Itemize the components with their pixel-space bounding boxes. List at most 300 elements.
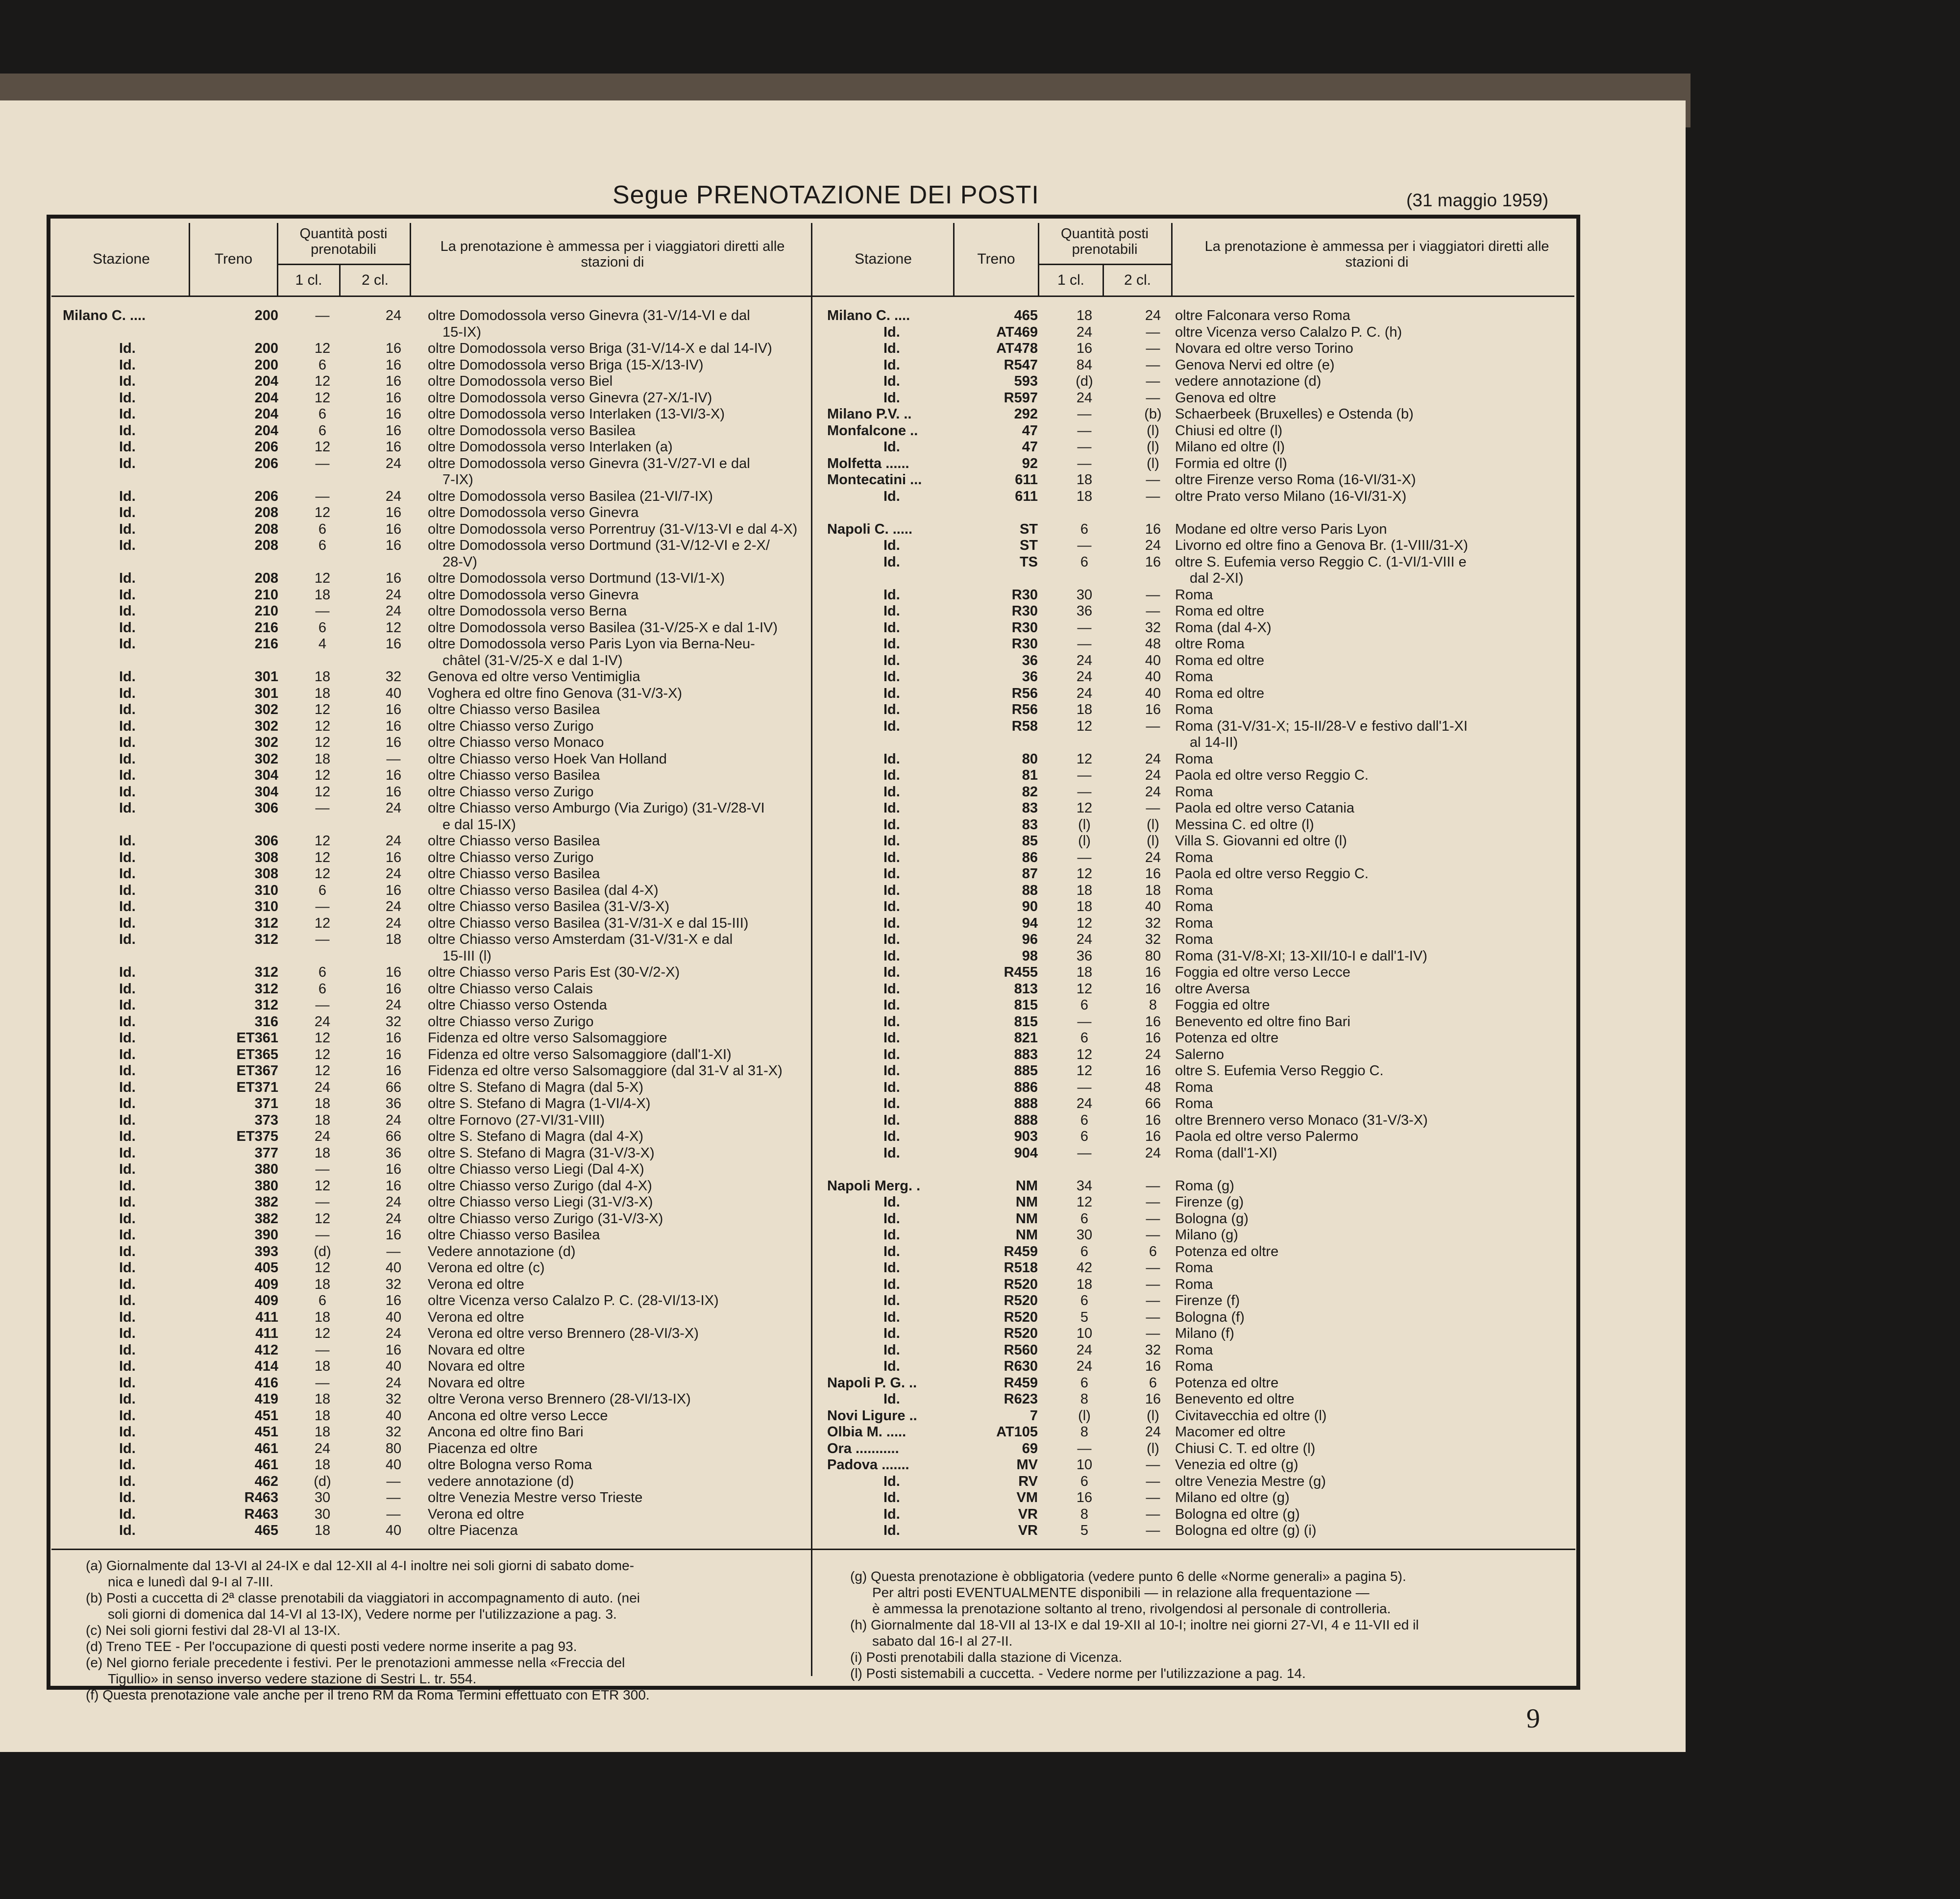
station-cell: Id. bbox=[883, 1276, 900, 1292]
class1-cell: 6 bbox=[1080, 1129, 1089, 1144]
train-cell: 414 bbox=[254, 1358, 278, 1374]
destination-cell: Modane ed oltre verso Paris Lyon bbox=[1175, 521, 1387, 537]
class1-cell: 18 bbox=[314, 669, 331, 685]
station-cell: Id. bbox=[883, 784, 900, 800]
train-cell: 813 bbox=[1014, 981, 1038, 997]
destination-cell: Verona ed oltre bbox=[428, 1276, 524, 1292]
class2-cell: — bbox=[1146, 1309, 1160, 1325]
station-cell: Id. bbox=[119, 505, 136, 520]
station-cell: Montecatini ... bbox=[827, 472, 922, 488]
class2-cell: 16 bbox=[385, 505, 402, 520]
station-cell: Id. bbox=[883, 751, 900, 767]
destination-cell: oltre S. Stefano di Magra (dal 5-X) bbox=[428, 1079, 644, 1095]
destination-cell: oltre Chiasso verso Hoek Van Holland bbox=[428, 751, 667, 767]
station-cell: Id. bbox=[883, 1063, 900, 1079]
class1-cell: 6 bbox=[318, 521, 327, 537]
station-cell: Id. bbox=[119, 1375, 136, 1391]
train-cell: 206 bbox=[254, 488, 278, 504]
class1-cell: 12 bbox=[1076, 718, 1093, 734]
qty-rule-left bbox=[277, 264, 410, 265]
class2-cell: (l) bbox=[1147, 455, 1159, 471]
class2-cell: (l) bbox=[1147, 816, 1159, 833]
destination-cell: oltre Brennero verso Monaco (31-V/3-X) bbox=[1175, 1112, 1428, 1128]
station-cell: Id. bbox=[883, 1079, 900, 1095]
class2-cell: 40 bbox=[1145, 685, 1161, 701]
train-cell: 308 bbox=[254, 849, 278, 865]
class2-cell: — bbox=[1146, 587, 1160, 603]
class2-cell: 24 bbox=[1145, 849, 1161, 865]
station-cell: Id. bbox=[883, 997, 900, 1013]
footnote-line: è ammessa la prenotazione soltanto al treno, rivolgendosi al personale di controlleria. bbox=[872, 1601, 1391, 1616]
destination-cell: Bologna ed oltre (g) (i) bbox=[1175, 1523, 1317, 1538]
class1-cell: 6 bbox=[318, 981, 327, 997]
class1-cell: 10 bbox=[1076, 1326, 1093, 1341]
class2-cell: 24 bbox=[1145, 1046, 1161, 1062]
train-cell: 216 bbox=[254, 636, 278, 652]
destination-cell: Novara ed oltre verso Torino bbox=[1175, 341, 1353, 356]
station-cell: Id. bbox=[119, 619, 136, 636]
destination-cell: Schaerbeek (Bruxelles) e Ostenda (b) bbox=[1175, 406, 1414, 422]
station-cell: Id. bbox=[119, 357, 136, 373]
class1-cell: 24 bbox=[314, 1079, 331, 1095]
train-cell: NM bbox=[1015, 1227, 1038, 1243]
destination-cell: Foggia ed oltre bbox=[1175, 997, 1270, 1013]
station-cell: Id. bbox=[883, 1506, 900, 1522]
train-cell: 461 bbox=[254, 1440, 278, 1456]
class1-cell: 12 bbox=[314, 1063, 331, 1079]
train-cell: 81 bbox=[1022, 767, 1038, 783]
station-cell: Id. bbox=[119, 849, 136, 865]
train-cell: 382 bbox=[254, 1210, 278, 1227]
class1-cell: 16 bbox=[1076, 341, 1093, 356]
class2-cell: — bbox=[1146, 324, 1160, 340]
station-cell: Id. bbox=[883, 636, 900, 652]
train-cell: 200 bbox=[254, 308, 278, 323]
destination-cell: oltre Chiasso verso Zurigo (31-V/3-X) bbox=[428, 1210, 663, 1227]
class1-cell: — bbox=[315, 488, 330, 504]
class1-cell: 12 bbox=[314, 1046, 331, 1062]
class1-cell: — bbox=[315, 1194, 330, 1210]
station-cell: Id. bbox=[883, 1490, 900, 1505]
class1-cell: — bbox=[1077, 406, 1092, 422]
class2-cell: — bbox=[386, 1490, 401, 1505]
destination-cell: Verona ed oltre bbox=[428, 1309, 524, 1325]
station-cell: Id. bbox=[119, 1440, 136, 1456]
class1-cell: 18 bbox=[314, 1391, 331, 1407]
train-cell: 611 bbox=[1015, 472, 1038, 488]
station-cell: Id. bbox=[119, 1342, 136, 1358]
class2-cell: 12 bbox=[385, 619, 402, 636]
station-cell: Id. bbox=[119, 587, 136, 603]
footnote-line: (h) Giornalmente dal 18-VII al 13-IX e dal 19-XII al 10-I; inoltre nei giorni 27-VI, 4 e 11-VII ed il bbox=[850, 1617, 1419, 1632]
page-title: Segue PRENOTAZIONE DEI POSTI bbox=[612, 181, 1039, 209]
station-cell: Id. bbox=[883, 964, 900, 980]
class1-cell: — bbox=[1077, 1013, 1092, 1030]
class1-cell: 4 bbox=[318, 636, 327, 652]
train-cell: 83 bbox=[1022, 800, 1038, 816]
station-cell: Id. bbox=[883, 1046, 900, 1062]
destination-cell: Roma bbox=[1175, 915, 1213, 931]
class1-cell: 18 bbox=[1076, 882, 1093, 898]
class2-cell: 16 bbox=[385, 406, 402, 422]
footnote-line: Per altri posti EVENTUALMENTE disponibili — in relazione alla frequentazione — bbox=[872, 1585, 1370, 1600]
train-cell: 312 bbox=[254, 915, 278, 931]
station-cell: Id. bbox=[883, 1293, 900, 1308]
train-cell: R463 bbox=[244, 1490, 278, 1505]
train-cell: R547 bbox=[1004, 357, 1038, 373]
station-cell: Id. bbox=[883, 948, 900, 964]
class1-cell: 12 bbox=[1076, 866, 1093, 882]
destination-cell: Paola ed oltre verso Catania bbox=[1175, 800, 1354, 816]
class2-cell: 66 bbox=[385, 1079, 402, 1095]
class1-cell: (d) bbox=[314, 1473, 331, 1489]
class1-cell: 6 bbox=[1080, 1112, 1089, 1128]
train-cell: ET361 bbox=[236, 1030, 278, 1046]
station-cell: Id. bbox=[119, 521, 136, 537]
class2-cell: 16 bbox=[1145, 1112, 1161, 1128]
class1-cell: 18 bbox=[1076, 488, 1093, 504]
class2-cell: 24 bbox=[1145, 751, 1161, 767]
destination-cell: oltre Domodossola verso Porrentruy (31-V/13-VI e dal 4-X) bbox=[428, 521, 798, 537]
class1-cell: 36 bbox=[1076, 948, 1093, 964]
class1-cell: — bbox=[1077, 455, 1092, 471]
station-cell: Id. bbox=[883, 1391, 900, 1407]
destination-cell: Piacenza ed oltre bbox=[428, 1440, 538, 1456]
station-cell: Id. bbox=[883, 587, 900, 603]
class2-cell: 40 bbox=[385, 1457, 402, 1473]
header-cl2-left: 2 cl. bbox=[361, 272, 389, 288]
class2-cell: 16 bbox=[1145, 554, 1161, 570]
divider-middle bbox=[811, 223, 812, 1676]
station-cell: Id. bbox=[119, 1473, 136, 1489]
train-cell: 206 bbox=[254, 439, 278, 455]
destination-cell: Ancona ed oltre fino Bari bbox=[428, 1424, 584, 1440]
class1-cell: (l) bbox=[1078, 1407, 1091, 1424]
station-cell: Id. bbox=[119, 439, 136, 455]
destination-cell: oltre Chiasso verso Basilea bbox=[428, 866, 600, 882]
train-cell: 208 bbox=[254, 570, 278, 586]
destination-cell: Bologna (f) bbox=[1175, 1309, 1245, 1325]
class2-cell: 16 bbox=[385, 981, 402, 997]
class2-cell: 40 bbox=[1145, 899, 1161, 914]
class1-cell: 12 bbox=[314, 505, 331, 520]
class2-cell: 16 bbox=[385, 422, 402, 439]
destination-cell: Potenza ed oltre bbox=[1175, 1030, 1279, 1046]
class1-cell: 12 bbox=[314, 866, 331, 882]
station-cell: Id. bbox=[883, 357, 900, 373]
station-cell: Id. bbox=[883, 669, 900, 685]
destination-cell: Roma bbox=[1175, 1096, 1213, 1111]
destination-cell: oltre Domodossola verso Ginevra (31-V/27-VI e dal bbox=[428, 455, 750, 471]
station-cell: Id. bbox=[119, 406, 136, 422]
station-cell: Id. bbox=[883, 1096, 900, 1111]
class2-cell: 16 bbox=[1145, 1030, 1161, 1046]
train-cell: 904 bbox=[1014, 1145, 1038, 1161]
train-cell: 412 bbox=[254, 1342, 278, 1358]
train-cell: 310 bbox=[254, 882, 278, 898]
destination-cell: oltre Chiasso verso Basilea bbox=[428, 767, 600, 783]
train-cell: R597 bbox=[1004, 390, 1038, 406]
class2-cell: 6 bbox=[1149, 1375, 1157, 1391]
class1-cell: — bbox=[315, 603, 330, 619]
footnote-line: nica e lunedì dal 9-I al 7-III. bbox=[108, 1574, 273, 1589]
station-cell: Id. bbox=[119, 751, 136, 767]
destination-cell: Milano ed oltre (l) bbox=[1175, 439, 1285, 455]
train-cell: 461 bbox=[254, 1457, 278, 1473]
class1-cell: — bbox=[1077, 1440, 1092, 1456]
class2-cell: — bbox=[1146, 1506, 1160, 1522]
footnote-line: (e) Nel giorno feriale precedente i festivi. Per le prenotazioni ammesse nella «Freccia del bbox=[86, 1655, 625, 1670]
class1-cell: 6 bbox=[1080, 1210, 1089, 1227]
train-cell: 36 bbox=[1022, 669, 1038, 685]
train-cell: 451 bbox=[254, 1407, 278, 1424]
destination-cell: oltre Chiasso verso Zurigo (dal 4-X) bbox=[428, 1178, 652, 1194]
station-cell: Id. bbox=[883, 390, 900, 406]
class1-cell: 12 bbox=[1076, 1194, 1093, 1210]
train-cell: 208 bbox=[254, 538, 278, 553]
class2-cell: 16 bbox=[385, 1063, 402, 1079]
class1-cell: 24 bbox=[314, 1129, 331, 1144]
station-cell: Molfetta ...... bbox=[827, 455, 909, 471]
class1-cell: — bbox=[1077, 619, 1092, 636]
station-cell: Milano C. .... bbox=[63, 308, 146, 323]
station-cell: Id. bbox=[119, 866, 136, 882]
destination-cell: Milano (g) bbox=[1175, 1227, 1238, 1243]
station-cell: Id. bbox=[119, 669, 136, 685]
class2-cell: 24 bbox=[385, 308, 402, 323]
train-cell: 302 bbox=[254, 735, 278, 750]
class1-cell: — bbox=[315, 800, 330, 816]
destination-cell: Novara ed oltre bbox=[428, 1342, 525, 1358]
class2-cell: 24 bbox=[385, 587, 402, 603]
station-cell: Id. bbox=[119, 1457, 136, 1473]
class2-cell: 40 bbox=[385, 1407, 402, 1424]
class2-cell: 6 bbox=[1149, 1243, 1157, 1259]
train-cell: R459 bbox=[1004, 1243, 1038, 1259]
class1-cell: 18 bbox=[314, 1145, 331, 1161]
train-cell: 465 bbox=[254, 1523, 278, 1538]
class1-cell: — bbox=[1077, 439, 1092, 455]
destination-cell: Roma bbox=[1175, 932, 1213, 947]
class2-cell: 16 bbox=[385, 538, 402, 553]
station-cell: Napoli P. G. .. bbox=[827, 1375, 917, 1391]
class1-cell: 24 bbox=[1076, 324, 1093, 340]
destination-cell: oltre Domodossola verso Briga (31-V/14-X e dal 14-IV) bbox=[428, 341, 772, 356]
train-cell: 85 bbox=[1022, 833, 1038, 849]
class2-cell: 24 bbox=[385, 866, 402, 882]
class2-cell: 48 bbox=[1145, 1079, 1161, 1095]
station-cell: Id. bbox=[883, 1358, 900, 1374]
destination-cell: oltre Chiasso verso Basilea bbox=[428, 833, 600, 849]
footnote-line: (i) Posti prenotabili dalla stazione di Vicenza. bbox=[850, 1650, 1123, 1665]
class1-cell: 24 bbox=[1076, 1358, 1093, 1374]
destination-cell: Roma bbox=[1175, 587, 1213, 603]
header-treno-right: Treno bbox=[977, 251, 1015, 267]
train-cell: 7 bbox=[1029, 1407, 1038, 1424]
train-cell: 815 bbox=[1014, 997, 1038, 1013]
station-cell: Id. bbox=[119, 1243, 136, 1259]
class2-cell: 32 bbox=[1145, 932, 1161, 947]
class1-cell: 34 bbox=[1076, 1178, 1093, 1194]
class2-cell: — bbox=[1146, 357, 1160, 373]
train-cell: 462 bbox=[254, 1473, 278, 1489]
header-quantita-left: Quantità posti prenotabili bbox=[299, 226, 388, 257]
train-cell: ST bbox=[1019, 538, 1038, 553]
train-cell: R560 bbox=[1004, 1342, 1038, 1358]
class1-cell: 6 bbox=[318, 619, 327, 636]
destination-cell: Macomer ed oltre bbox=[1175, 1424, 1286, 1440]
class2-cell: 16 bbox=[385, 521, 402, 537]
train-cell: 815 bbox=[1014, 1013, 1038, 1030]
destination-cell: Benevento ed oltre fino Bari bbox=[1175, 1013, 1350, 1030]
destination-cell: Verona ed oltre verso Brennero (28-VI/3-X) bbox=[428, 1326, 699, 1341]
class2-cell: — bbox=[1146, 718, 1160, 734]
class2-cell: 32 bbox=[385, 1391, 402, 1407]
destination-cell: oltre Fornovo (27-VI/31-VIII) bbox=[428, 1112, 605, 1128]
class1-cell: 6 bbox=[318, 882, 327, 898]
class1-cell: 12 bbox=[1076, 1046, 1093, 1062]
class2-cell: 40 bbox=[385, 1523, 402, 1538]
class1-cell: 42 bbox=[1076, 1260, 1093, 1276]
train-cell: 90 bbox=[1022, 899, 1038, 914]
station-cell: Id. bbox=[119, 1227, 136, 1243]
class2-cell: — bbox=[1146, 472, 1160, 488]
class2-cell: 32 bbox=[1145, 1342, 1161, 1358]
class1-cell: 18 bbox=[314, 1276, 331, 1292]
class1-cell: 18 bbox=[314, 1424, 331, 1440]
class2-cell: 24 bbox=[385, 1112, 402, 1128]
train-cell: 611 bbox=[1015, 488, 1038, 504]
class1-cell: — bbox=[315, 932, 330, 947]
class1-cell: 6 bbox=[1080, 1243, 1089, 1259]
class1-cell: 6 bbox=[318, 357, 327, 373]
station-cell: Id. bbox=[119, 1030, 136, 1046]
class1-cell: — bbox=[1077, 1145, 1092, 1161]
train-cell: ET365 bbox=[236, 1046, 278, 1062]
class1-cell: — bbox=[1077, 636, 1092, 652]
station-cell: Id. bbox=[883, 981, 900, 997]
station-cell: Napoli C. ..... bbox=[827, 521, 913, 537]
train-cell: R455 bbox=[1004, 964, 1038, 980]
destination-cell: oltre Chiasso verso Liegi (Dal 4-X) bbox=[428, 1161, 644, 1177]
destination-cell: Verona ed oltre (c) bbox=[428, 1260, 545, 1276]
station-cell: Id. bbox=[119, 964, 136, 980]
class2-cell: — bbox=[386, 1473, 401, 1489]
train-cell: 821 bbox=[1014, 1030, 1038, 1046]
divider-right-3 bbox=[1171, 223, 1173, 296]
train-cell: 888 bbox=[1014, 1112, 1038, 1128]
station-cell: Id. bbox=[119, 538, 136, 553]
class2-cell: 24 bbox=[385, 1375, 402, 1391]
destination-cell: Voghera ed oltre fino Genova (31-V/3-X) bbox=[428, 685, 683, 701]
station-cell: Id. bbox=[883, 1129, 900, 1144]
station-cell: Id. bbox=[119, 1424, 136, 1440]
station-cell: Id. bbox=[883, 702, 900, 717]
station-cell: Id. bbox=[119, 636, 136, 652]
destination-cell: Roma bbox=[1175, 784, 1213, 800]
class1-cell: — bbox=[315, 1227, 330, 1243]
destination-cell: Roma bbox=[1175, 882, 1213, 898]
destination-cell: Villa S. Giovanni ed oltre (l) bbox=[1175, 833, 1347, 849]
station-cell: Id. bbox=[883, 1309, 900, 1325]
class2-cell: 16 bbox=[385, 1161, 402, 1177]
qty-rule-right bbox=[1038, 264, 1171, 265]
train-cell: 98 bbox=[1022, 948, 1038, 964]
train-cell: ET375 bbox=[236, 1129, 278, 1144]
class2-cell: 16 bbox=[1145, 1013, 1161, 1030]
class1-cell: 8 bbox=[1080, 1506, 1089, 1522]
class2-cell: 16 bbox=[1145, 981, 1161, 997]
class1-cell: (l) bbox=[1078, 833, 1091, 849]
station-cell: Id. bbox=[119, 570, 136, 586]
class1-cell: — bbox=[1077, 1079, 1092, 1095]
class1-cell: 12 bbox=[1076, 1063, 1093, 1079]
station-cell: Id. bbox=[883, 899, 900, 914]
class1-cell: 84 bbox=[1076, 357, 1093, 373]
train-cell: 302 bbox=[254, 751, 278, 767]
class2-cell: — bbox=[1146, 1178, 1160, 1194]
station-cell: Id. bbox=[883, 800, 900, 816]
station-cell: Id. bbox=[883, 1112, 900, 1128]
destination-cell: Fidenza ed oltre verso Salsomaggiore (dal 31-V al 31-X) bbox=[428, 1063, 783, 1079]
class1-cell: 12 bbox=[1076, 981, 1093, 997]
class2-cell: 32 bbox=[1145, 619, 1161, 636]
train-cell: R520 bbox=[1004, 1326, 1038, 1341]
destination-cell: oltre Domodossola verso Basilea (31-V/25-X e dal 1-IV) bbox=[428, 619, 778, 636]
station-cell: Id. bbox=[883, 1145, 900, 1161]
class2-cell: 24 bbox=[385, 997, 402, 1013]
destination-cell: oltre Venezia Mestre (g) bbox=[1175, 1473, 1326, 1489]
class2-cell: 36 bbox=[385, 1096, 402, 1111]
station-cell: Id. bbox=[883, 767, 900, 783]
destination-cell: oltre Chiasso verso Zurigo bbox=[428, 718, 594, 734]
class2-cell: — bbox=[386, 1506, 401, 1522]
destination-cell: oltre Venezia Mestre verso Trieste bbox=[428, 1490, 643, 1505]
station-cell: Id. bbox=[883, 866, 900, 882]
class2-cell: (l) bbox=[1147, 439, 1159, 455]
destination-cell: oltre Chiasso verso Amsterdam (31-V/31-X e dal bbox=[428, 932, 733, 947]
class1-cell: 12 bbox=[314, 718, 331, 734]
destination-cell: oltre Firenze verso Roma (16-VI/31-X) bbox=[1175, 472, 1416, 488]
train-cell: 206 bbox=[254, 455, 278, 471]
station-cell: Id. bbox=[119, 915, 136, 931]
destination-cell: Potenza ed oltre bbox=[1175, 1375, 1279, 1391]
station-cell: Id. bbox=[119, 1326, 136, 1341]
class1-cell: 24 bbox=[1076, 669, 1093, 685]
class2-cell: 16 bbox=[385, 1030, 402, 1046]
class2-cell: 16 bbox=[385, 390, 402, 406]
class1-cell: 16 bbox=[1076, 1490, 1093, 1505]
station-cell: Id. bbox=[883, 882, 900, 898]
train-cell: 393 bbox=[254, 1243, 278, 1259]
station-cell: Napoli Merg. . bbox=[827, 1178, 921, 1194]
class2-cell: 16 bbox=[385, 373, 402, 389]
destination-cell: Roma bbox=[1175, 1276, 1213, 1292]
station-cell: Id. bbox=[883, 849, 900, 865]
destination-cell: oltre Domodossola verso Paris Lyon via Berna-Neu- bbox=[428, 636, 755, 652]
train-cell: 409 bbox=[254, 1276, 278, 1292]
class2-cell: 24 bbox=[1145, 308, 1161, 323]
class2-cell: 40 bbox=[385, 1309, 402, 1325]
footnote-line: (d) Treno TEE - Per l'occupazione di questi posti vedere norme inserite a pag 93. bbox=[86, 1639, 577, 1654]
destination-cell: oltre Domodossola verso Berna bbox=[428, 603, 627, 619]
train-cell: 92 bbox=[1022, 455, 1038, 471]
class2-cell: 16 bbox=[385, 718, 402, 734]
footnote-line: Tigullio» in senso inverso vedere stazione di Sestri L. tr. 554. bbox=[108, 1671, 477, 1686]
class1-cell: 6 bbox=[318, 422, 327, 439]
class1-cell: 18 bbox=[314, 587, 331, 603]
header-stazione-left: Stazione bbox=[93, 251, 150, 267]
